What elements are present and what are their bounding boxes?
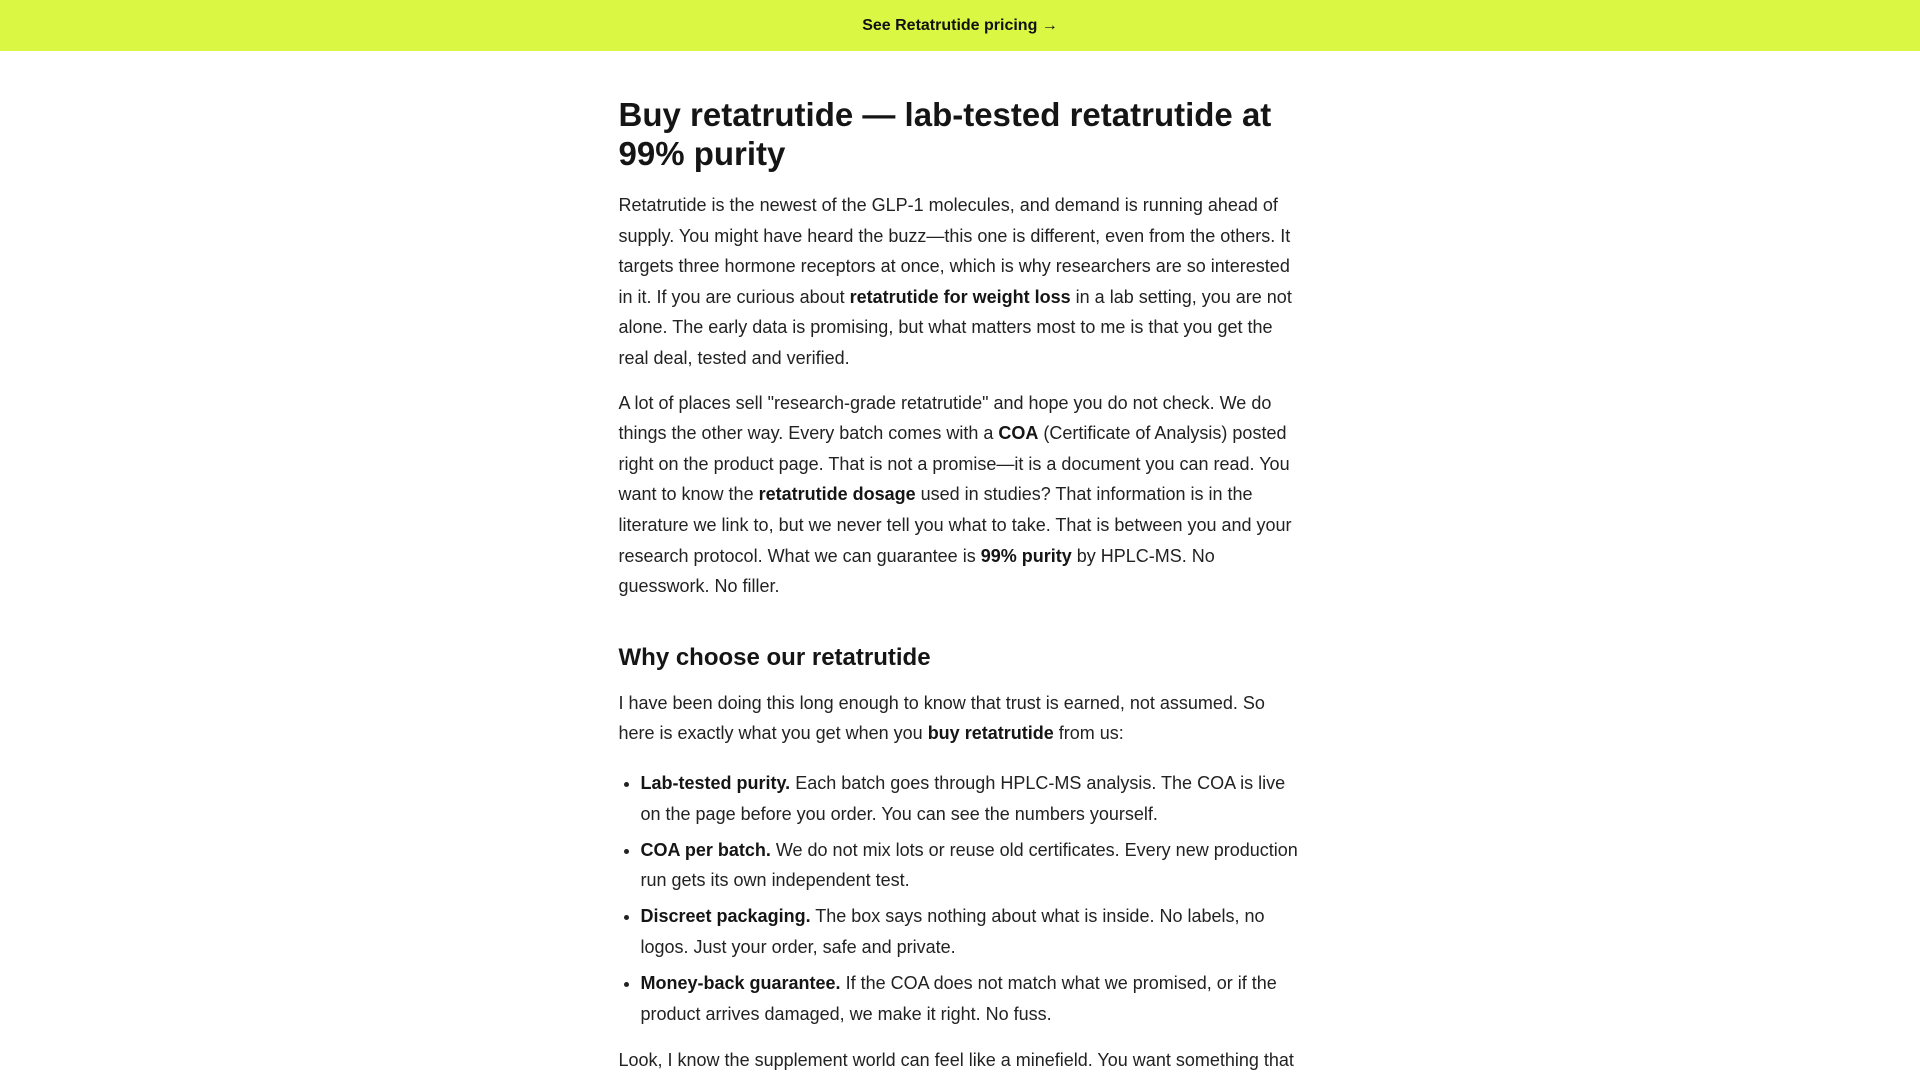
feature-text: We do not mix lots or reuse old certificates. Every new production run gets its own independent test. (640, 839, 1298, 891)
feature-title: Lab-tested purity. (640, 772, 791, 793)
article (619, 51, 1302, 1076)
why-p1-text-c: from us: (1053, 723, 1124, 744)
feature-title: COA per batch. (640, 839, 771, 860)
list-item (641, 901, 1302, 962)
feature-title: Discreet packaging. (640, 906, 811, 927)
intro-p2-bold-purity: 99% purity (980, 545, 1072, 566)
closing-paragraph: Look, I know the supplement world can feel like a minefield. You want something that (618, 1050, 1294, 1071)
intro-p2-text-d: used in studies? That information is in the literature we link to, but we never tell you what to take. That is between you and your research protocol. What we can guarantee is (618, 484, 1292, 566)
list-item (641, 768, 1302, 829)
feature-list (619, 768, 1302, 1029)
pricing-link[interactable]: See Retatrutide pricing → (862, 16, 1058, 34)
feature-text: If the COA does not match what we promised, or if the product arrives damaged, we make it right. No fuss. (640, 972, 1277, 1024)
intro-paragraph-1 (619, 190, 1302, 374)
intro-p2-bold-dosage: retatrutide dosage (758, 484, 916, 505)
intro-p1-text-c: in a lab setting, you are not alone. The early data is promising, but what matters most to me is that you get the real deal, tested and verified. (618, 286, 1292, 368)
list-item (641, 835, 1302, 896)
intro-p2-text-a: A lot of places sell "research-grade retatrutide" and hope you do not check. We do things the other way. Every batch comes with a (618, 392, 1272, 444)
why-p1-text-a: I have been doing this long enough to know that trust is earned, not assumed. So here is exactly what you get when you (618, 692, 1265, 744)
intro-p2-bold-coa: COA (998, 423, 1039, 444)
top-banner (0, 0, 1920, 51)
page-title: Buy retatrutide — lab-tested retatrutide at 99% purity (618, 96, 1272, 172)
why-p1-bold-buy: buy retatrutide (927, 723, 1054, 744)
why-paragraph-1 (619, 688, 1302, 749)
section-heading-why: Why choose our retatrutide (618, 643, 931, 671)
intro-p2-text-c: (Certificate of Analysis) posted right on the product page. That is not a promise—it is a document you can read. You want to know the (618, 423, 1290, 505)
feature-text: The box says nothing about what is inside. No labels, no logos. Just your order, safe and private. (640, 906, 1265, 957)
feature-title: Money-back guarantee. (640, 972, 841, 993)
intro-p1-bold-weight-loss: retatrutide for weight loss (849, 286, 1071, 307)
intro-p2-text-e: by HPLC-MS. No guesswork. No filler. (618, 545, 1215, 597)
feature-text: Each batch goes through HPLC-MS analysis. The COA is live on the page before you order. You can see the numbers yourself. (640, 772, 1286, 824)
list-item (641, 968, 1302, 1029)
intro-paragraph-2 (619, 388, 1302, 602)
intro-p1-text-a: Retatrutide is the newest of the GLP-1 molecules, and demand is running ahead of supply. You might have heard the buzz—this one is different, even from the others. It targets three hormone receptors at once, which is why researchers are so interested in it. If you are curious about (618, 195, 1291, 307)
